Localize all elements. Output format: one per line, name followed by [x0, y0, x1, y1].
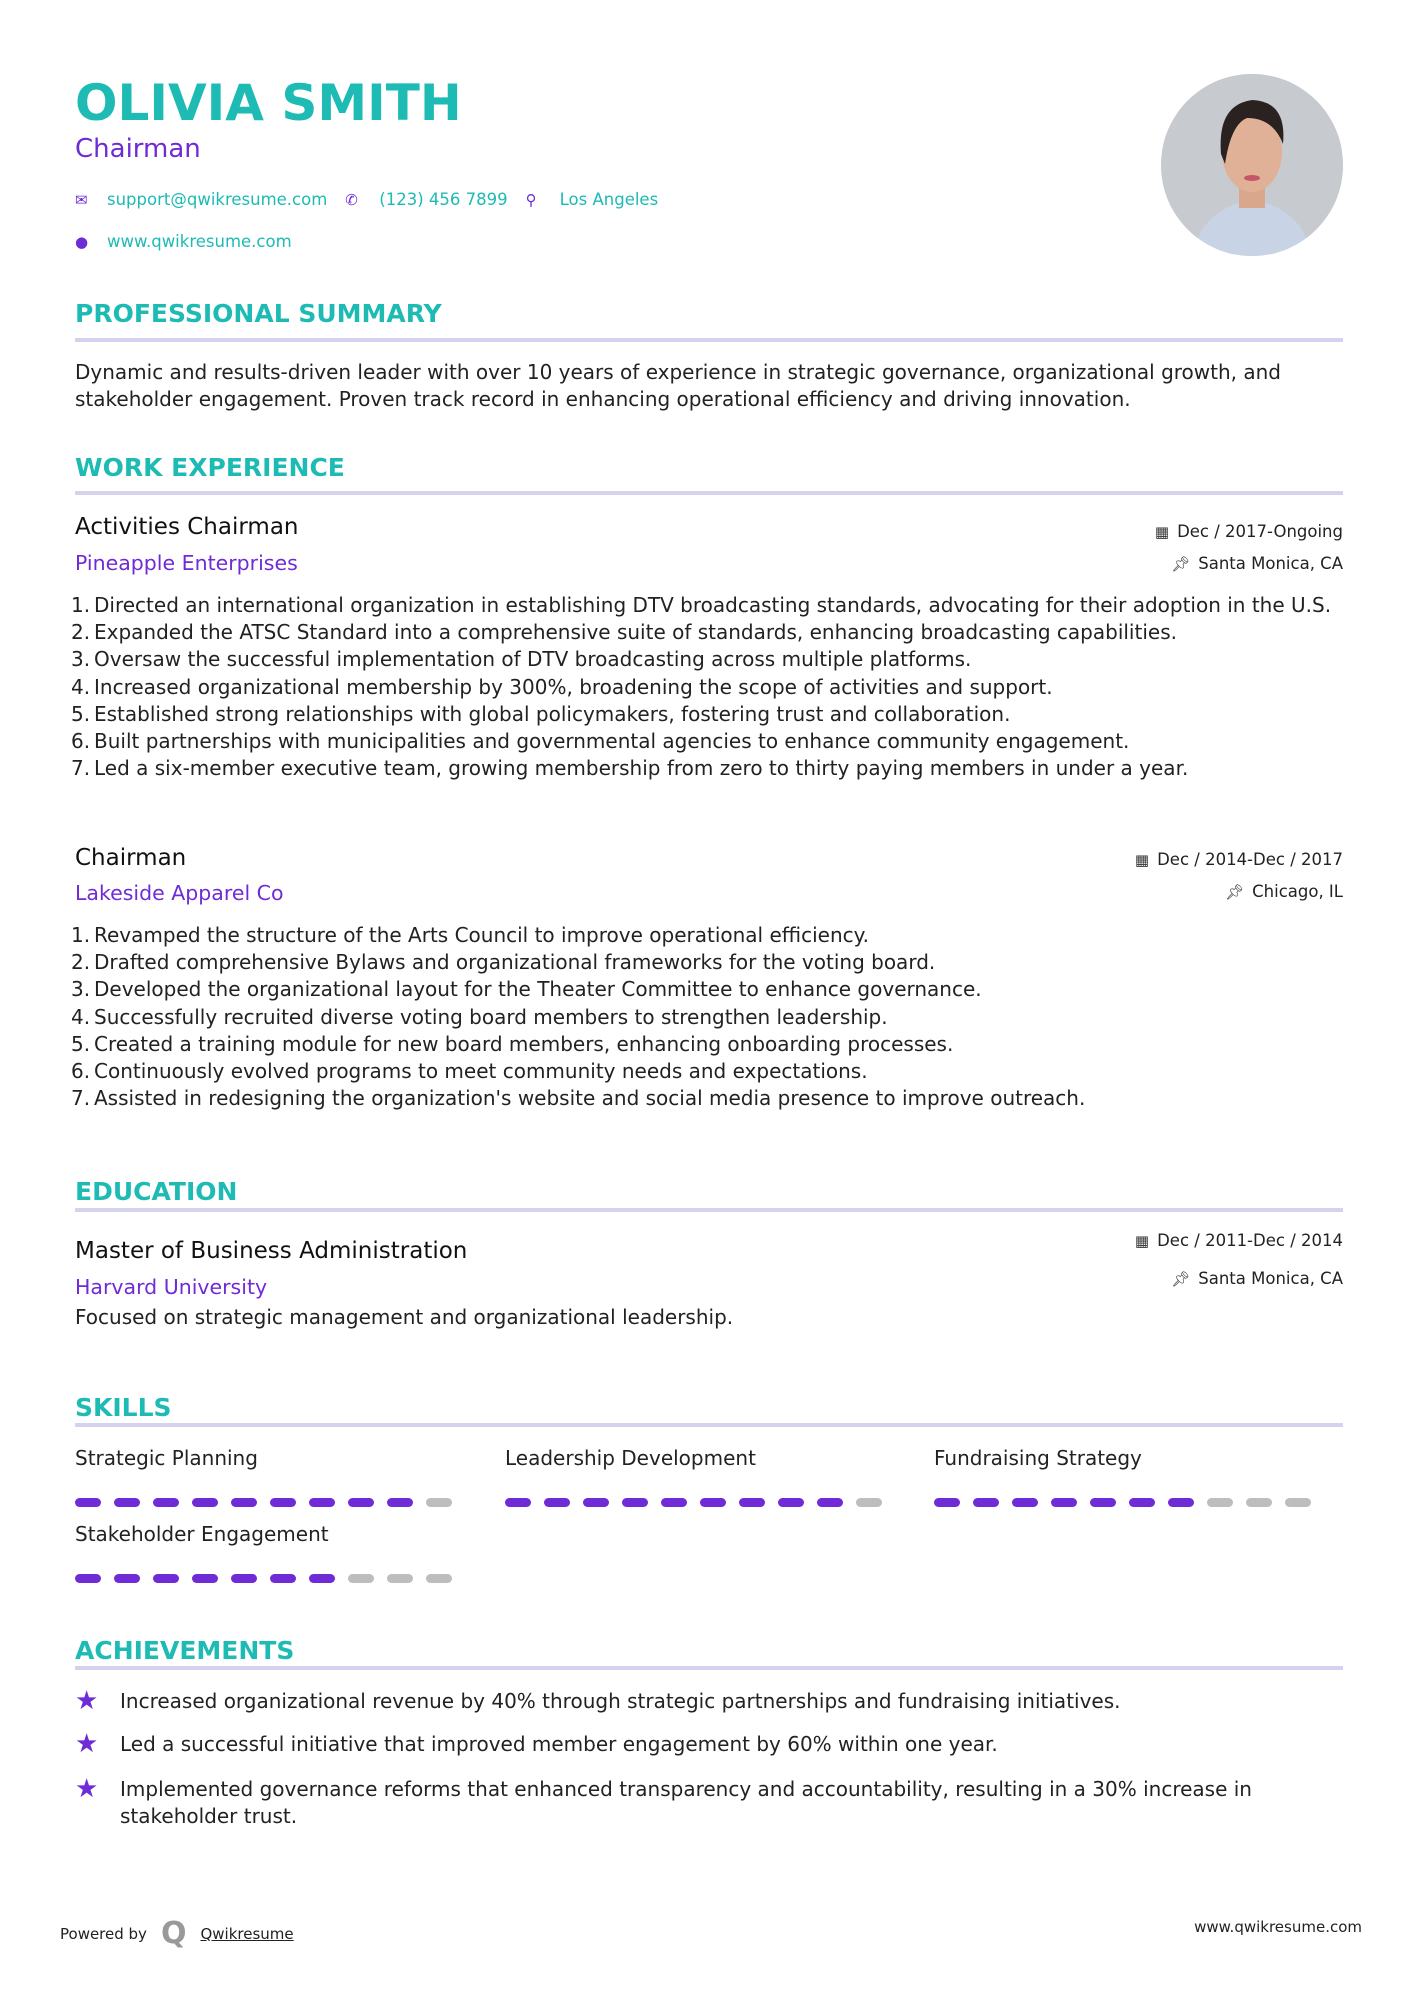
skill-item: [505, 1446, 885, 1507]
globe-icon: ●: [75, 232, 89, 251]
calendar-icon: ▦: [1134, 1231, 1150, 1250]
skill-dot: [1090, 1498, 1116, 1507]
skill-dot: [1051, 1498, 1077, 1507]
email-link[interactable]: support@qwikresume.com: [107, 190, 328, 209]
skill-dot: [426, 1574, 452, 1583]
skill-dot: [309, 1498, 335, 1507]
achievement-item: [75, 1776, 1343, 1830]
skill-dot: [114, 1498, 140, 1507]
achievement-text: Implemented governance reforms that enhanced transparency and accountability, resulting in a 30% increase in stakeholder trust.: [120, 1777, 1252, 1828]
skill-dot: [1168, 1498, 1194, 1507]
section-divider: [75, 1423, 1343, 1427]
job-company: Pineapple Enterprises: [75, 551, 298, 575]
list-item: Led a six-member executive team, growing membership from zero to thirty paying members in under a year.: [94, 756, 1189, 781]
list-item: Drafted comprehensive Bylaws and organizational frameworks for the voting board.: [94, 950, 936, 975]
list-item: Established strong relationships with global policymakers, fostering trust and collaboration.: [94, 701, 1011, 726]
education-location: Santa Monica, CA: [1198, 1269, 1343, 1288]
skill-name: Stakeholder Engagement: [75, 1522, 329, 1546]
calendar-icon: ▦: [1134, 850, 1150, 869]
candidate-title: Chairman: [75, 134, 201, 164]
job-location: Chicago, IL: [1252, 882, 1343, 901]
skill-dot: [387, 1574, 413, 1583]
skill-dot: [387, 1498, 413, 1507]
powered-by-label: Powered by: [60, 1924, 147, 1943]
contact-row: [75, 190, 658, 209]
skill-dot: [856, 1498, 882, 1507]
skill-dot: [348, 1498, 374, 1507]
section-heading-summary: PROFESSIONAL SUMMARY: [75, 299, 442, 328]
education-description: Focused on strategic management and organizational leadership.: [75, 1305, 734, 1329]
star-icon: ★: [75, 1686, 99, 1716]
skill-dot: [309, 1574, 335, 1583]
section-heading-experience: WORK EXPERIENCE: [75, 453, 345, 482]
skill-rating: [75, 1498, 455, 1507]
skill-dot: [739, 1498, 765, 1507]
skill-dot: [544, 1498, 570, 1507]
list-item: Expanded the ATSC Standard into a comprehensive suite of standards, enhancing broadcasting capabilities.: [94, 620, 1177, 645]
list-item: Oversaw the successful implementation of DTV broadcasting across multiple platforms.: [94, 647, 972, 672]
skill-item: [934, 1446, 1314, 1507]
list-item: Built partnerships with municipalities and governmental agencies to enhance community engagement.: [94, 729, 1130, 754]
footer-website[interactable]: www.qwikresume.com: [1194, 1918, 1362, 1936]
job-bullets: [75, 592, 1343, 782]
list-item: Directed an international organization in establishing DTV broadcasting standards, advocating for their adoption in the U.S.: [94, 593, 1332, 617]
job-date: Dec / 2017-Ongoing: [1177, 522, 1343, 541]
job-title: Activities Chairman: [75, 514, 299, 540]
list-item: Developed the organizational layout for the Theater Committee to enhance governance.: [94, 977, 982, 1002]
skill-dot: [75, 1574, 101, 1583]
qwikresume-logo-icon: Q: [160, 1916, 187, 1951]
list-item: Increased organizational membership by 300%, broadening the scope of activities and support.: [94, 674, 1053, 699]
skill-dot: [1207, 1498, 1233, 1507]
skill-dot: [1012, 1498, 1038, 1507]
section-heading-achievements: ACHIEVEMENTS: [75, 1636, 295, 1665]
skill-dot: [153, 1574, 179, 1583]
phone-icon: ✆: [345, 190, 358, 209]
school: Harvard University: [75, 1275, 268, 1299]
skill-dot: [661, 1498, 687, 1507]
star-icon: ★: [75, 1774, 99, 1804]
skill-dot: [75, 1498, 101, 1507]
skill-dot: [192, 1574, 218, 1583]
skill-item: [75, 1446, 455, 1507]
calendar-icon: ▦: [1154, 522, 1170, 541]
section-heading-education: EDUCATION: [75, 1177, 238, 1206]
pin-icon: 📌︎: [1225, 882, 1245, 901]
skill-dot: [817, 1498, 843, 1507]
skill-dot: [778, 1498, 804, 1507]
list-item: Assisted in redesigning the organization's website and social media presence to improve outreach.: [94, 1086, 1086, 1111]
skill-dot: [1129, 1498, 1155, 1507]
skill-name: Leadership Development: [505, 1446, 756, 1470]
job-bullets: [75, 922, 1343, 1112]
envelope-icon: ✉: [75, 190, 88, 209]
skill-dot: [583, 1498, 609, 1507]
job-company: Lakeside Apparel Co: [75, 881, 284, 905]
skill-dot: [1285, 1498, 1311, 1507]
section-divider: [75, 1666, 1343, 1670]
skill-dot: [973, 1498, 999, 1507]
achievement-item: [75, 1731, 1343, 1758]
profile-photo: [1161, 74, 1343, 256]
education-date: Dec / 2011-Dec / 2014: [1157, 1231, 1343, 1250]
list-item: Successfully recruited diverse voting board members to strengthen leadership.: [94, 1004, 888, 1029]
skill-dot: [231, 1498, 257, 1507]
skill-dot: [153, 1498, 179, 1507]
skill-name: Fundraising Strategy: [934, 1446, 1142, 1470]
website-link[interactable]: www.qwikresume.com: [107, 232, 292, 251]
map-pin-icon: ⚲: [525, 190, 537, 209]
footer-powered-by: [60, 1916, 294, 1951]
skill-dot: [348, 1574, 374, 1583]
skill-dot: [622, 1498, 648, 1507]
phone-number: (123) 456 7899: [379, 190, 508, 209]
skill-rating: [75, 1574, 455, 1583]
skill-dot: [192, 1498, 218, 1507]
skill-dot: [270, 1574, 296, 1583]
skill-rating: [934, 1498, 1314, 1507]
star-icon: ★: [75, 1729, 99, 1759]
skill-dot: [426, 1498, 452, 1507]
candidate-name: OLIVIA SMITH: [75, 74, 462, 132]
brand-link[interactable]: Qwikresume: [200, 1924, 294, 1943]
achievement-item: [75, 1688, 1343, 1715]
job-title: Chairman: [75, 845, 187, 871]
summary-text: Dynamic and results-driven leader with over 10 years of experience in strategic governance, organizational growth, and stakeholder engagement. Proven track record in enhancing operational efficiency and driving innovation.: [75, 360, 1282, 411]
achievement-text: Led a successful initiative that improved member engagement by 60% within one year.: [120, 1732, 998, 1756]
section-divider: [75, 338, 1343, 342]
skill-dot: [1246, 1498, 1272, 1507]
pin-icon: 📌︎: [1171, 1269, 1191, 1288]
degree: Master of Business Administration: [75, 1238, 468, 1264]
list-item: Created a training module for new board members, enhancing onboarding processes.: [94, 1031, 954, 1056]
job-date: Dec / 2014-Dec / 2017: [1157, 850, 1343, 869]
skill-rating: [505, 1498, 885, 1507]
achievement-text: Increased organizational revenue by 40% through strategic partnerships and fundraising initiatives.: [120, 1689, 1121, 1713]
skill-dot: [934, 1498, 960, 1507]
skill-dot: [231, 1574, 257, 1583]
skill-dot: [505, 1498, 531, 1507]
skill-dot: [700, 1498, 726, 1507]
list-item: Continuously evolved programs to meet community needs and expectations.: [94, 1059, 868, 1084]
skill-dot: [270, 1498, 296, 1507]
section-heading-skills: SKILLS: [75, 1393, 172, 1422]
section-divider: [75, 1208, 1343, 1212]
pin-icon: 📌︎: [1171, 554, 1191, 573]
skill-dot: [114, 1574, 140, 1583]
location: Los Angeles: [559, 190, 659, 209]
skill-item: [75, 1522, 455, 1583]
list-item: Revamped the structure of the Arts Council to improve operational efficiency.: [94, 923, 869, 947]
skill-name: Strategic Planning: [75, 1446, 258, 1470]
section-divider: [75, 491, 1343, 495]
job-location: Santa Monica, CA: [1198, 554, 1343, 573]
